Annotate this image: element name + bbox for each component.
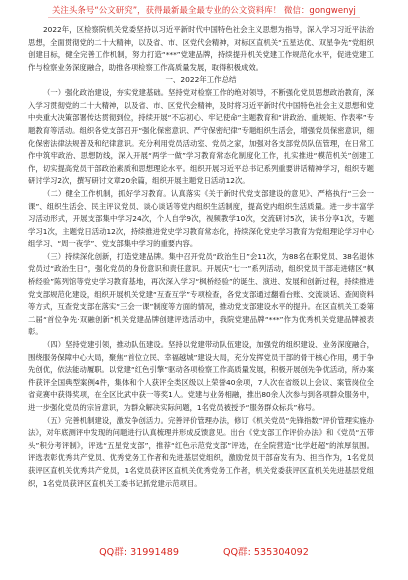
paragraph-3: （三）持续深化创新，打造党建品牌。集中召开党员“政治生日”会11次，为88名在职党员、38名退休党员过“政治生日”，强化党员的身份意识和责任意识。开展庆“七一”系列活动，组织党员干部走进辖区“枫桥经验”陈列馆等党史学习教育基地，再次深入学习“枫桥经验”的诞生、演进、发展和创新过程，持续推进党支部规范化建设，组织开展机关党建“互查互学”专项检查，各党支部通过翻看台账、交流谈话、查阅资料等方式，互查党支部在落实“三会一课”制度等方面的情况，推动党支部建设水平的提升。在区直机关工委第二届“首位争先·双融创新”机关党建品牌创建评选活动中，我院党建品牌“***”作为优秀机关党建品牌被表彰。 [28, 251, 374, 337]
paragraph-1: （一）强化政治建设，夯实党建基础。坚持党对检察工作的绝对领导，不断强化党员思想政治教育，深入学习贯彻党的二十大精神，以及省、市、区党代会精神，及时将习近平新时代中国特色社会主义思想和党中央重大决策部署传达贯彻到位，持续开展“不忘初心、牢记使命”主题教育和“讲政治、重规矩、作表率”专题教育等活动。组织各党支部召开“强化保密意识、严守保密纪律”专题组织生活会，增强党员保密意识，细化保密法律法规普及和纪律意识。充分利用党员活动室、党员之家，加强对各支部党员队伍管理，在日常工作中筑牢政治、思想防线，深入开展“两学一做”学习教育常态化制度化工作，扎实推进“模范机关”创建工作，切实提高党员干部政治素质和思想理论水平。组织开展习近平总书记系列重要讲话精神学习，组织专题研讨学习2次，撰写研讨文章20余篇，组织开展主题党日活动12次。 [28, 88, 374, 186]
paragraph-4: （四）坚持党建引领，推动队伍建设。坚持以党建带动队伍建设，加强党的组织建设、业务深度融合，围绕服务保障中心大局，聚焦“首位立民、幸福越城”建设大局，充分发挥党员干部的骨干核心作用，勇于争先创优，依法能动履职。以党建“红色引擎”驱动各项检察工作高质量发展，积极开展创先争优活动，所办案件获评全国典型案例4件，集体和个人获评全类区级以上荣誉40余项，7人次在省级以上会议、案管岗位全省竞赛中获得奖项，在全区比武中获一等奖1人。党建与业务相融，推出80余人次参与到各项群众服务中，进一步强化党员的宗旨意识，为群众解决实际问题，1名党员被授予“服务群众标兵”称号。 [28, 340, 374, 413]
banner-text: 关注头条号“公文研究”，获得最新最全最专业的公文资料库！ 微信：gongwenyj [48, 3, 360, 18]
footer-qq-1: QQ群: 31991489 [99, 547, 179, 558]
top-banner [0, 0, 408, 20]
footer-qq-2: QQ群: 535304092 [222, 547, 309, 558]
section-title: 一、2022年工作总结 [165, 75, 237, 85]
intro-paragraph: 2022年，区检察院机关党委坚持以习近平新时代中国特色社会主义思想为指导，深入学习习近平法治思想，全面贯彻党的二十大精神，以及省、市、区党代会精神，对标区直机关“五星达优、双星争先”党组织创建目标，健全完善工作机制，努力打造“***”党建品牌，持续提升机关党建工作规范化水平，促进党建工作与检察业务深度融合，助推各项检察工作高质量发展，取得积极成效。 [28, 25, 374, 72]
paragraph-5: （五）完善机制建设，激发争创活力。完善评价管理办法，修订《机关党员“先锋指数”评价管理实施办法》，对年底测评中发现的问题进行认真梳理并形成反馈意见。出台《党支部工作评价办法》和《党员“五带头”积分考评制》，评选“五星党支部”，推荐“红色示范党支部”评选，在全院营造“比学赶超”的浓厚氛围。评选表彰优秀共产党员、优秀党务工作者和先进基层党组织，激励党员干部奋发有为、担当作为，1名党员获评区直机关优秀共产党员，1名党员获评区直机关优秀党务工作者，机关党委获评区直机关先进基层党组织，1名党员获评区直机关工委书记抓党建示范项目。 [28, 415, 374, 488]
document-body [28, 24, 374, 490]
footer-bar [0, 540, 408, 562]
paragraph-2: （二）健全工作机制，抓好学习教育。认真落实《关于新时代党支部建设的意见》、严格执行“三会一课”、组织生活会、民主评议党员、谈心谈话等党内组织生活制度，提高党内组织生活质量。进一步丰富学习活动形式，开展支部集中学习24次，个人自学9次，视频教学10次，交流研讨5次，读书分享1次，专题学习1次，主题党日活动12次，持续推进党史学习教育常态化，持续深化党史学习教育为党组理论学习中心组学习、“周一夜学”、党支部集中学习的重要内容。 [28, 188, 374, 249]
